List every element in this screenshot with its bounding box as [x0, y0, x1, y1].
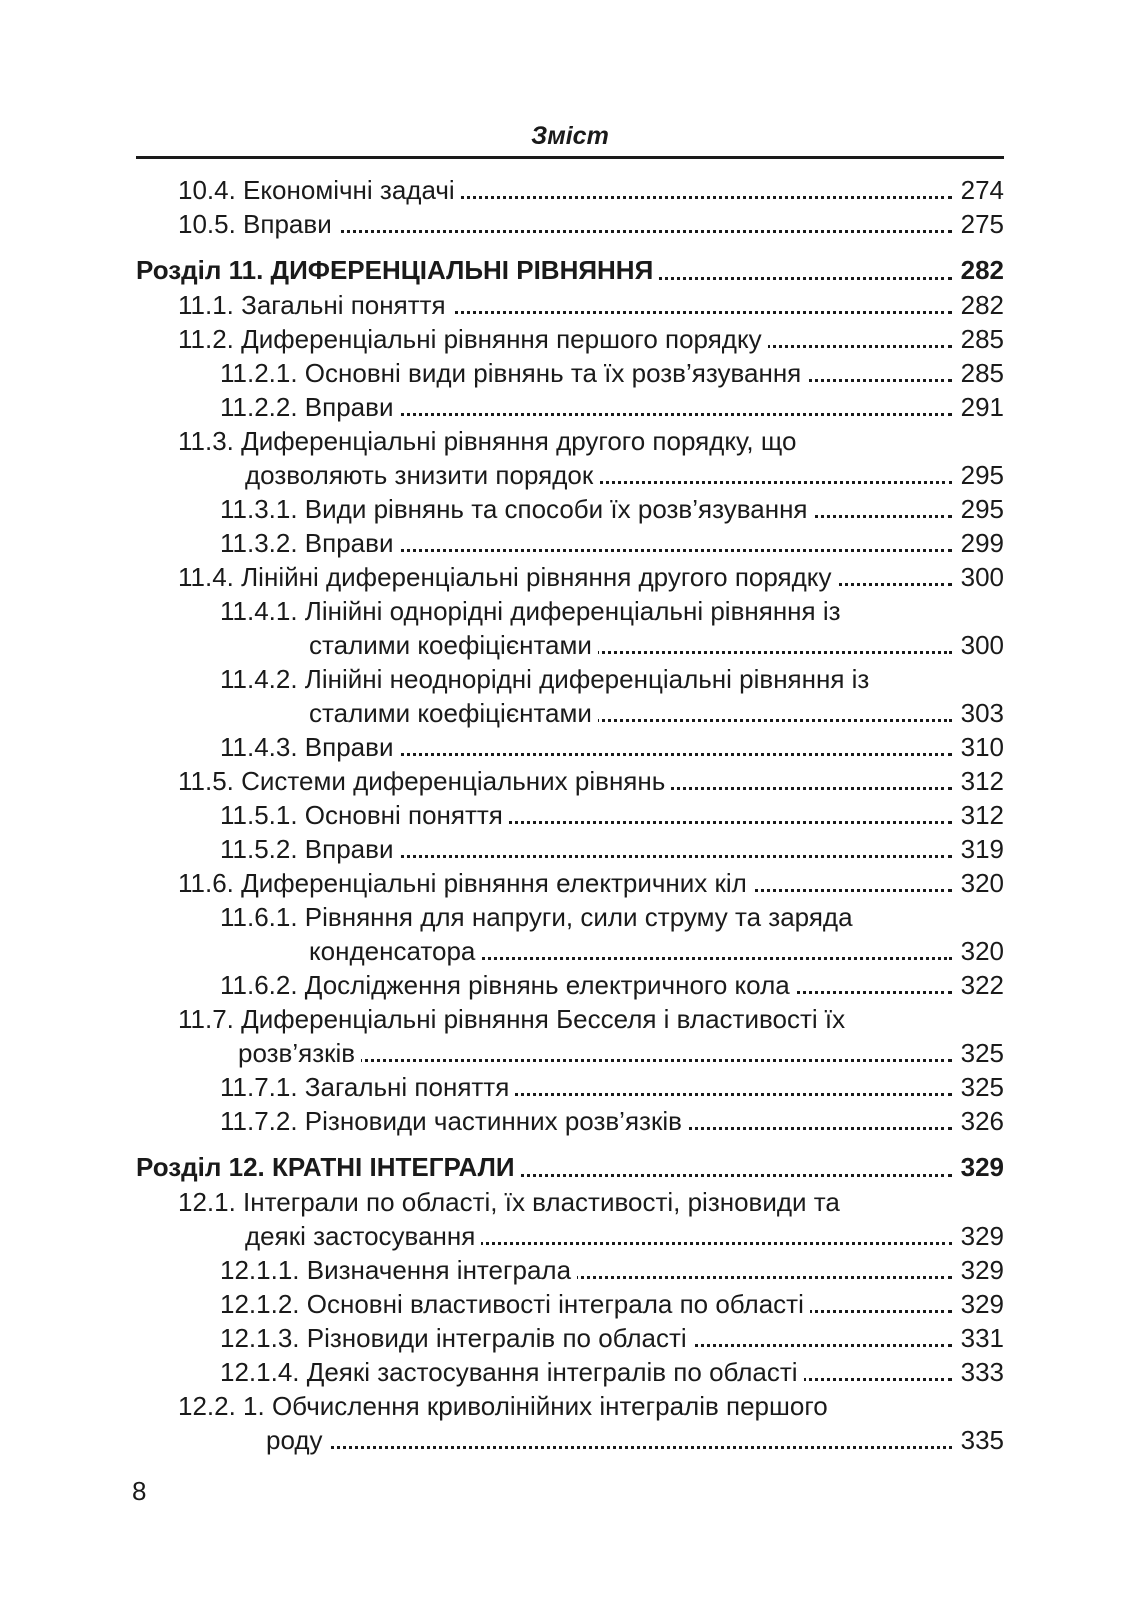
running-head-title: Зміст: [531, 122, 609, 150]
toc-entry-title: Розділ 11. ДИФЕРЕНЦІАЛЬНІ РІВНЯННЯ: [136, 255, 659, 285]
toc-entry-title: 11.4.3. Вправи: [220, 732, 399, 762]
toc-entry-page: 312: [957, 764, 1004, 798]
toc-entry: [136, 173, 1004, 207]
toc-entry-page: 299: [957, 526, 1004, 560]
toc-entry: [136, 594, 1004, 628]
toc-entry-title: конденсатора: [309, 936, 481, 966]
toc-entry: [136, 424, 1004, 458]
toc-entry: [136, 730, 1004, 764]
toc-entry: [136, 1389, 1004, 1423]
toc-entry-page: 300: [957, 560, 1004, 594]
toc-entry: [136, 560, 1004, 594]
toc-entry: [136, 1219, 1004, 1253]
toc-entry: [136, 696, 1004, 730]
toc-entry-page: 291: [957, 390, 1004, 424]
toc-entry: [136, 207, 1004, 241]
toc-entry: [136, 764, 1004, 798]
toc-entry-title: 11.5. Системи диференціальних рівнянь: [178, 766, 671, 796]
header-rule: [136, 156, 1004, 159]
toc-entry: [136, 662, 1004, 696]
toc-entry: [136, 1355, 1004, 1389]
toc-entry-title: 12.1.3. Різновиди інтегралів по області: [220, 1323, 693, 1353]
toc-entry-title: 10.5. Вправи: [178, 209, 338, 239]
toc-entry-page: 312: [957, 798, 1004, 832]
toc-chapter-entry: [136, 252, 1004, 288]
toc-entry-title: 11.7.1. Загальні поняття: [220, 1072, 515, 1102]
toc-entry-title: сталими коефіцієнтами: [309, 698, 598, 728]
toc-entry: [136, 1185, 1004, 1219]
toc-entry-page: 282: [957, 288, 1004, 322]
toc-entry-page: 335: [957, 1423, 1004, 1457]
toc-entry-page: 329: [957, 1149, 1004, 1185]
toc-entry-page: 326: [957, 1104, 1004, 1138]
toc-entry: [136, 866, 1004, 900]
toc-entry-title: сталими коефіцієнтами: [309, 630, 598, 660]
toc-entry-page: 329: [957, 1219, 1004, 1253]
toc-entry-page: 285: [957, 356, 1004, 390]
toc-entry-title: 11.4.2. Лінійні неоднорідні диференціальні рівняння із: [220, 664, 875, 694]
toc-entry-title: 12.1.4. Деякі застосування інтегралів по області: [220, 1357, 804, 1387]
toc-entry: [136, 628, 1004, 662]
toc-entry-page: 275: [957, 207, 1004, 241]
toc-chapter-entry: [136, 1149, 1004, 1185]
toc-entry-title: 12.1.1. Визначення інтеграла: [220, 1255, 577, 1285]
toc-entry-title: 12.1.2. Основні властивості інтеграла по області: [220, 1289, 810, 1319]
toc-entry: [136, 832, 1004, 866]
toc-entry-title: деякі застосування: [245, 1221, 481, 1251]
toc-entry-title: Розділ 12. КРАТНІ ІНТЕГРАЛИ: [136, 1152, 521, 1182]
toc-entry-title: 11.2.2. Вправи: [220, 392, 399, 422]
toc-entry: [136, 1423, 1004, 1457]
toc-entry: [136, 492, 1004, 526]
toc-entry-title: 11.3.2. Вправи: [220, 528, 399, 558]
toc-entry-title: 11.4.1. Лінійні однорідні диференціальні рівняння із: [220, 596, 847, 626]
toc-entry-title: 11.7.2. Різновиди частинних розв’язків: [220, 1106, 688, 1136]
toc-entry-page: 319: [957, 832, 1004, 866]
toc-entry: [136, 1321, 1004, 1355]
toc-entry-page: 322: [957, 968, 1004, 1002]
toc-entry-page: 329: [957, 1287, 1004, 1321]
toc-entry: [136, 1104, 1004, 1138]
toc-entry-title: 11.5.1. Основні поняття: [220, 800, 509, 830]
toc-entry: [136, 798, 1004, 832]
toc-entry-title: 11.7. Диференціальні рівняння Бесселя і властивості їх: [178, 1004, 851, 1034]
toc-entry-title: 11.2.1. Основні види рівнянь та їх розв’язування: [220, 358, 807, 388]
toc-entry-title: 12.1. Інтеграли по області, їх властивості, різновиди та: [178, 1187, 846, 1217]
toc-entry: [136, 322, 1004, 356]
dot-leader: [266, 1446, 952, 1449]
toc-entry-page: 285: [957, 322, 1004, 356]
toc-entry-page: 295: [957, 458, 1004, 492]
toc-entry-page: 320: [957, 934, 1004, 968]
toc-entry: [136, 1002, 1004, 1036]
toc-entry: [136, 356, 1004, 390]
toc-entry-page: 329: [957, 1253, 1004, 1287]
toc-entry: [136, 288, 1004, 322]
toc-entry-title: 11.1. Загальні поняття: [178, 290, 452, 320]
toc-entry-page: 300: [957, 628, 1004, 662]
toc-entry: [136, 458, 1004, 492]
toc-entry: [136, 390, 1004, 424]
toc-entry-title: 11.5.2. Вправи: [220, 834, 399, 864]
toc-entry: [136, 934, 1004, 968]
toc-entry-title: 10.4. Економічні задачі: [178, 175, 461, 205]
toc-entry-page: 303: [957, 696, 1004, 730]
toc-entry-title: 11.3. Диференціальні рівняння другого порядку, що: [178, 426, 802, 456]
toc-entry-page: 325: [957, 1070, 1004, 1104]
toc-entry-title: 11.2. Диференціальні рівняння першого порядку: [178, 324, 768, 354]
toc-entry: [136, 900, 1004, 934]
table-of-contents: [136, 173, 1004, 1457]
toc-entry-page: 282: [957, 252, 1004, 288]
toc-entry: [136, 1036, 1004, 1070]
toc-entry-title: 11.6.1. Рівняння для напруги, сили струму та заряда: [220, 902, 859, 932]
toc-entry-page: 274: [957, 173, 1004, 207]
toc-entry: [136, 1253, 1004, 1287]
toc-entry-page: 333: [957, 1355, 1004, 1389]
toc-entry-title: 12.2. 1. Обчислення криволінійних інтегралів першого: [178, 1391, 834, 1421]
toc-entry-title: 11.3.1. Види рівнянь та способи їх розв’язування: [220, 494, 814, 524]
toc-entry: [136, 526, 1004, 560]
toc-entry-title: роду: [266, 1425, 329, 1455]
toc-entry: [136, 968, 1004, 1002]
toc-entry-title: розв’язків: [238, 1038, 361, 1068]
toc-entry-page: 325: [957, 1036, 1004, 1070]
page-number: 8: [132, 1476, 147, 1506]
toc-entry-title: 11.6. Диференціальні рівняння електричних кіл: [178, 868, 753, 898]
toc-entry-page: 331: [957, 1321, 1004, 1355]
toc-entry-title: дозволяють знизити порядок: [245, 460, 599, 490]
toc-entry-title: 11.6.2. Дослідження рівнянь електричного кола: [220, 970, 796, 1000]
toc-entry-page: 310: [957, 730, 1004, 764]
toc-entry-page: 295: [957, 492, 1004, 526]
toc-entry: [136, 1070, 1004, 1104]
toc-entry-title: 11.4. Лінійні диференціальні рівняння другого порядку: [178, 562, 837, 592]
toc-entry-page: 320: [957, 866, 1004, 900]
toc-entry: [136, 1287, 1004, 1321]
